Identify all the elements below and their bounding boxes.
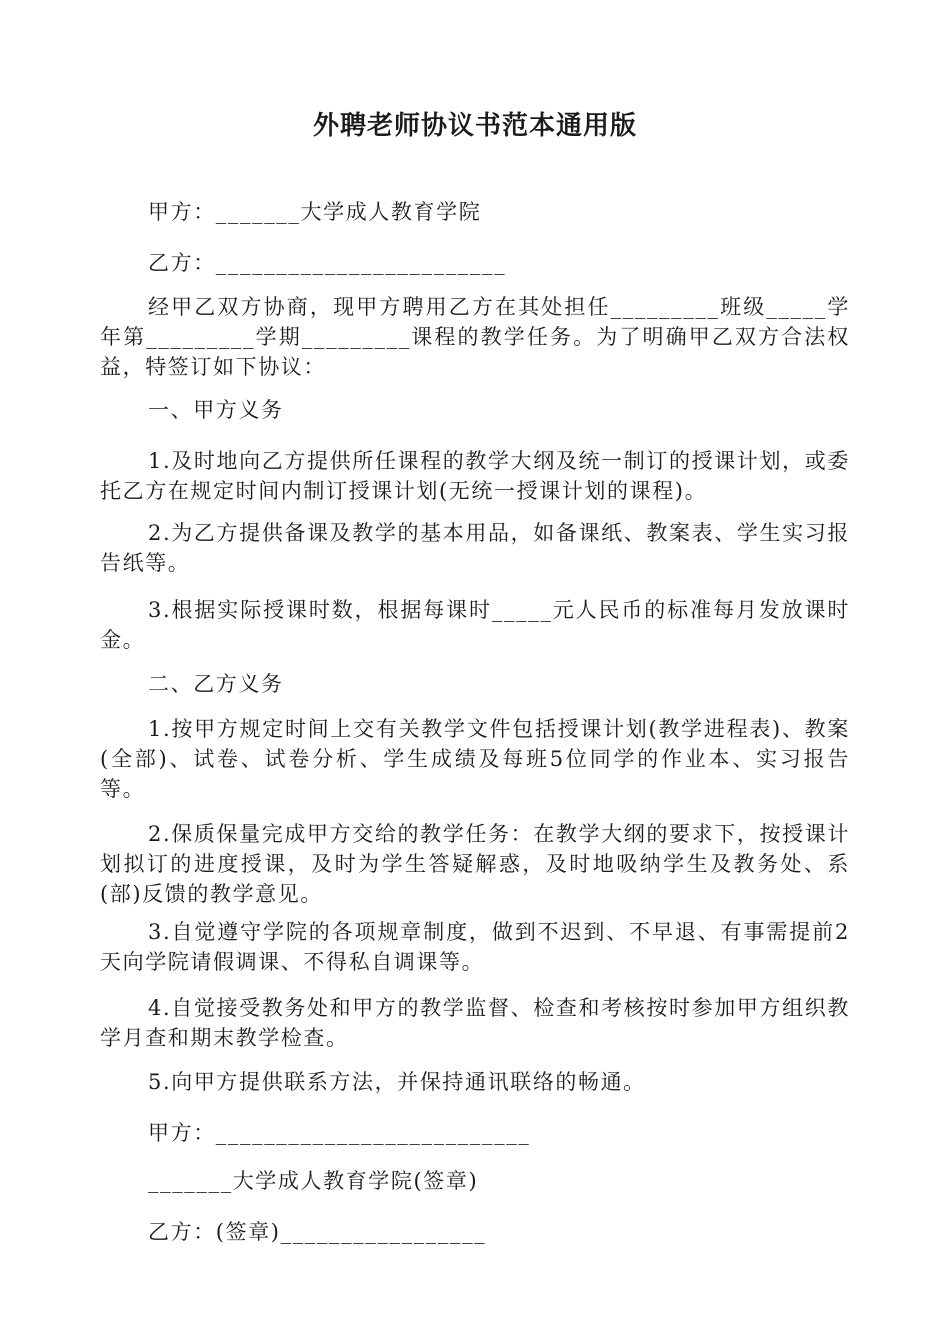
party-b-clause-1: 1.按甲方规定时间上交有关教学文件包括授课计划(教学进程表)、教案(全部)、试卷、试卷分析、学生成绩及每班5位同学的作业本、实习报告等。 (100, 717, 850, 801)
signature-party-b: 乙方：(签章)_________________ (148, 1220, 487, 1244)
document-title: 外聘老师协议书范本通用版 (312, 111, 637, 141)
party-b-clause-4: 4.自觉接受教务处和甲方的教学监督、检查和考核按时参加甲方组织教学月查和期末教学检查。 (100, 996, 850, 1050)
party-b-clause-3: 3.自觉遵守学院的各项规章制度，做到不迟到、不早退、有事需提前2天向学院请假调课、不得私自调课等。 (100, 920, 850, 974)
party-a-clause-2: 2.为乙方提供备课及教学的基本用品，如备课纸、教案表、学生实习报告纸等。 (100, 521, 850, 575)
section-heading-party-b: 二、乙方义务 (148, 672, 284, 696)
party-b-clause-2: 2.保质保量完成甲方交给的教学任务：在教学大纲的要求下，按授课计划拟订的进度授课，及时为学生答疑解惑，及时地吸纳学生及教务处、系(部)反馈的教学意见。 (100, 822, 850, 906)
party-a-clause-1: 1.及时地向乙方提供所任课程的教学大纲及统一制订的授课计划，或委托乙方在规定时间内制订授课计划(无统一授课计划的课程)。 (100, 449, 850, 503)
signature-party-a: 甲方：__________________________ (148, 1121, 531, 1145)
party-a-clause-3: 3.根据实际授课时数，根据每课时_____元人民币的标准每月发放课时金。 (100, 598, 850, 652)
party-b-clause-5: 5.向甲方提供联系方法，并保持通讯联络的畅通。 (148, 1070, 646, 1094)
signature-institution: _______大学成人教育学院(签章) (148, 1169, 479, 1193)
section-heading-party-a: 一、甲方义务 (148, 398, 284, 422)
party-b-line: 乙方：________________________ (148, 251, 507, 275)
party-a-line: 甲方：_______大学成人教育学院 (148, 200, 482, 224)
intro-paragraph: 经甲乙双方协商，现甲方聘用乙方在其处担任_________班级_____学年第_________学期_________课程的教学任务。为了明确甲乙双方合法权益，特签订如下协议： (100, 295, 850, 379)
